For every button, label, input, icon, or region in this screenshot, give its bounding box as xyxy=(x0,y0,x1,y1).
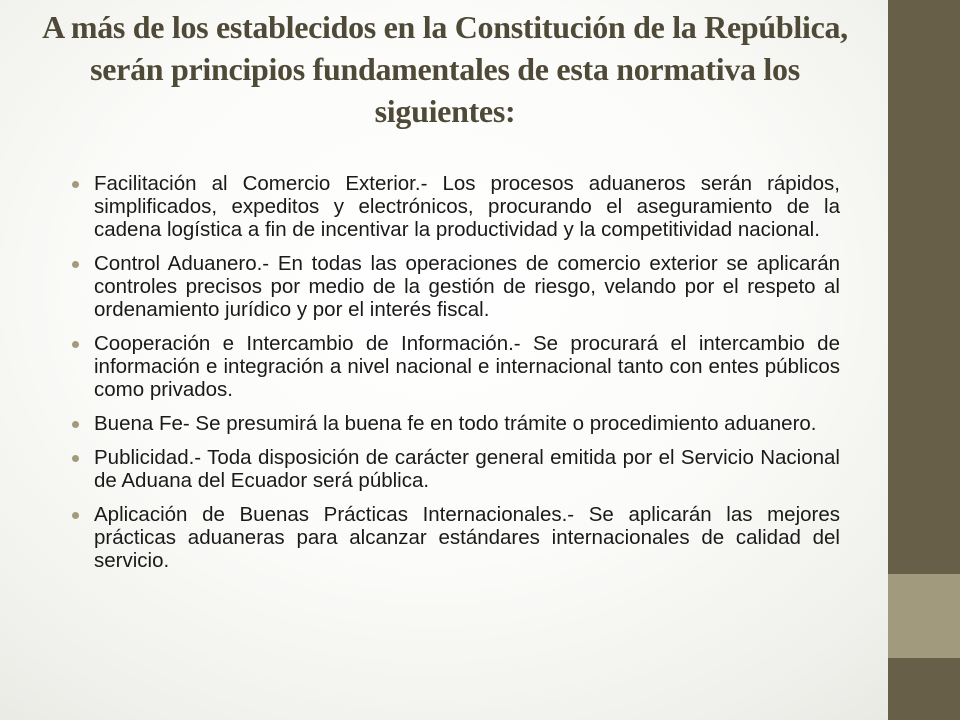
bullet-text: Facilitación al Comercio Exterior.- Los procesos aduaneros serán rápidos, simplificados, expeditos y electrónicos, procurando el aseguramiento de la cadena logística a fin de incentivar la productividad y la competitividad nacional. xyxy=(94,172,840,241)
bullet-icon xyxy=(72,181,79,188)
bullet-item xyxy=(70,503,840,572)
bullet-item xyxy=(70,332,840,401)
bullet-item xyxy=(70,252,840,321)
bullet-text: Publicidad.- Toda disposición de carácter general emitida por el Servicio Nacional de Aduana del Ecuador será pública. xyxy=(94,446,840,492)
bullet-icon xyxy=(72,512,79,519)
bullet-list xyxy=(70,172,840,583)
bullet-item xyxy=(70,446,840,492)
bullet-text: Aplicación de Buenas Prácticas Internacionales.- Se aplicarán las mejores prácticas aduaneras para alcanzar estándares internacionales de calidad del servicio. xyxy=(94,503,840,572)
bullet-icon xyxy=(72,455,79,462)
bullet-icon xyxy=(72,261,79,268)
bullet-text: Cooperación e Intercambio de Información.- Se procurará el intercambio de información e integración a nivel nacional e internacional tanto con entes públicos como privados. xyxy=(94,332,840,401)
bullet-item xyxy=(70,172,840,241)
bullet-text: Buena Fe- Se presumirá la buena fe en todo trámite o procedimiento aduanero. xyxy=(94,412,817,435)
bullet-icon xyxy=(72,341,79,348)
side-bar-accent xyxy=(888,574,960,658)
bullet-text: Control Aduanero.- En todas las operaciones de comercio exterior se aplicarán controles precisos por medio de la gestión de riesgo, velando por el respeto al ordenamiento jurídico y por el interés fiscal. xyxy=(94,252,840,321)
bullet-icon xyxy=(72,421,79,428)
bullet-item xyxy=(70,412,840,435)
slide-title: A más de los establecidos en la Constitución de la República, serán principios fundamentales de esta normativa los siguientes: xyxy=(42,9,848,129)
